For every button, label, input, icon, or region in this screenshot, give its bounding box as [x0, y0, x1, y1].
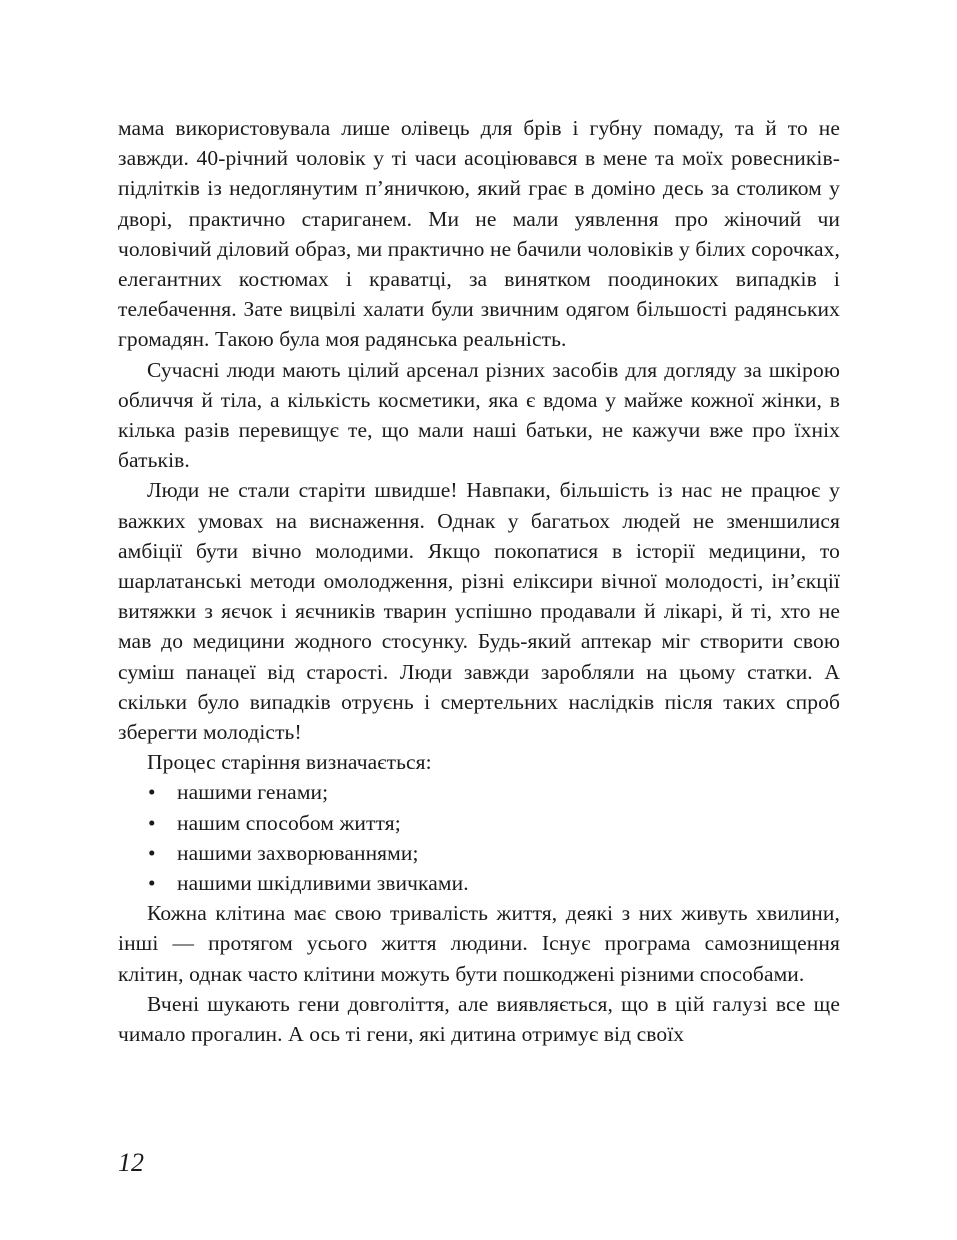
list-item-text: нашими генами; [177, 780, 329, 805]
page-number: 12 [118, 1148, 144, 1177]
list-item-text: нашими шкідливими звичками. [177, 871, 469, 896]
list-item [118, 868, 840, 898]
bullet-icon: • [148, 780, 156, 805]
list-item [118, 808, 840, 838]
list-item [118, 838, 840, 868]
bullet-icon: • [148, 871, 156, 896]
paragraph-charlatans: Люди не стали старіти швидше! Навпаки, більшість із нас не працює у важких умовах на виснаження. Однак у багатьох людей не зменшилися амбіції бути вічно молодими. Якщо покопатися в історії медицини, то шарлатанські методи омолодження, різні еліксири вічної молодості, ін’єкції витяжки з яєчок і яєчників тварин успішно продавали й лікарі, й ті, хто не мав до медицини жодного стосунку. Будь-який аптекар міг створити свою суміш панацеї від старості. Люди завжди заробляли на цьому статки. А скільки було випадків отруєнь і смертельних наслідків після таких спроб зберегти молодість! [118, 478, 840, 745]
bullet-icon: • [148, 840, 156, 865]
paragraph-continued: мама використовувала лише олівець для брів і губну помаду, та й то не завжди. 40-річний чоловік у ті часи асоціювався в мене та моїх ровесників-підлітків із недоглянутим п’яничкою, який грає в доміно десь за столиком у дворі, практично стариганем. Ми не мали уявлення про жіночий чи чоловічий діловий образ, ми практично не бачили чоловіків у білих сорочках, елегантних костюмах і краватці, за винятком поодиноких випадків і телебачення. Зате вицвілі халати були звичним одягом більшості радянських громадян. Такою була моя радянська реальність. [118, 116, 840, 352]
paragraph-cells: Кожна клітина має свою тривалість життя, деякі з них живуть хвилини, інші — протягом усього життя людини. Існує програма самознищення клітин, однак часто клітини можуть бути пошкоджені різними способами. [118, 901, 840, 986]
body-text [118, 113, 840, 1049]
list-item [118, 777, 840, 807]
paragraph-genes: Вчені шукають гени довголіття, але виявляється, що в цій галузі все ще чимало прогалин. А ось ті гени, які дитина отримує від своїх [118, 991, 840, 1047]
paragraph-cosmetics: Сучасні люди мають цілий арсенал різних засобів для догляду за шкірою обличчя й тіла, а кількість косметики, яка є вдома у майже кожної жінки, в кілька разів перевищує те, що мали наші батьки, не кажучи вже про їхніх батьків. [118, 357, 840, 473]
list-item-text: нашим способом життя; [177, 810, 401, 835]
list-item-text: нашими захворюваннями; [177, 840, 419, 865]
list-intro: Процес старіння визначається: [147, 750, 432, 775]
aging-factors-list [118, 777, 840, 898]
bullet-icon: • [148, 810, 156, 835]
